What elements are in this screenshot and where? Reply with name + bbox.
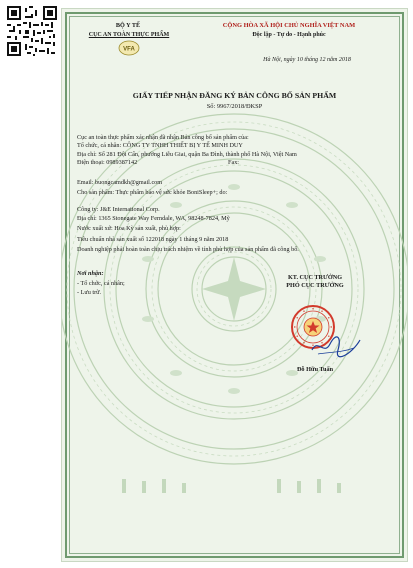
intro-line: Cục an toàn thực phẩm xác nhận đã nhận Bản công bố sản phẩm của: — [77, 134, 249, 141]
org-value: CÔNG TY TNHH THIẾT BỊ Y TẾ MINH DUY — [122, 142, 243, 149]
phone-value: 0989387142 — [106, 159, 138, 166]
company-address-value: 1365 Stonegate Way Ferndale, WA, 98248-7824, Mỹ — [98, 215, 230, 222]
document-number: Số: 9967/2018/ĐKSP — [206, 103, 263, 110]
signer-name: Đỗ Hữu Tuấn — [296, 366, 334, 373]
department-name: CỤC AN TOÀN THỰC PHẨM — [88, 32, 170, 38]
ministry-name: BỘ Y TẾ — [115, 22, 141, 29]
qr-code — [7, 6, 57, 56]
signature-title-2: PHÓ CỤC TRƯỞNG — [286, 282, 344, 289]
company-address-label: Địa chỉ: — [77, 215, 97, 222]
address-value: Số 281 Đội Cấn, phường Liễu Giai, quận Ba Đình, thành phố Hà Nội, Việt Nam — [98, 151, 297, 158]
product-line: Cho sản phẩm: Thực phẩm bảo vệ sức khỏe BoniSleep+; do: — [77, 189, 228, 196]
email-value: buongcamdkh@gmail.com — [95, 179, 163, 186]
company-value: J&E International Corp. — [100, 206, 160, 213]
national-motto: Độc lập - Tự do - Hạnh phúc — [252, 32, 326, 38]
vfa-logo — [118, 40, 140, 56]
vfa-logo-text: VFA — [123, 46, 135, 53]
org-label: Tổ chức, cá nhân: — [77, 142, 122, 149]
place-date: Hà Nội, ngày 10 tháng 12 năm 2018 — [263, 57, 351, 63]
certificate-page — [61, 8, 408, 562]
company-label: Công ty: — [77, 206, 99, 213]
recipients-heading: Nơi nhận: — [77, 270, 104, 277]
responsibility-line: Doanh nghiệp phải hoàn toàn chịu trách nhiệm về tính phù hợp của sản phẩm đã công bố. — [77, 246, 299, 253]
phone-label: Điện thoại: — [77, 159, 105, 166]
fax-label: Fax: — [228, 159, 240, 166]
handwritten-signature — [308, 334, 364, 358]
country-name: CỘNG HÒA XÃ HỘI CHỦ NGHĨA VIỆT NAM — [222, 22, 356, 29]
document-title: GIẤY TIẾP NHẬN ĐĂNG KÝ BẢN CÔNG BỐ SẢN PHẨM — [132, 91, 337, 100]
address-label: Địa chỉ: — [77, 151, 97, 158]
signature-title-1: KT. CỤC TRƯỞNG — [287, 274, 343, 281]
email-label: Email: — [77, 179, 94, 186]
recipient-item: - Tổ chức, cá nhân; — [77, 280, 125, 287]
standard-line: Tiêu chuẩn nhà sản xuất số 122018 ngày 1 tháng 9 năm 2018 — [77, 236, 229, 243]
recipient-item: - Lưu trữ. — [77, 289, 102, 296]
origin-line: Nước xuất xứ: Hoa Kỳ sản xuất, phù hợp: — [77, 225, 181, 232]
